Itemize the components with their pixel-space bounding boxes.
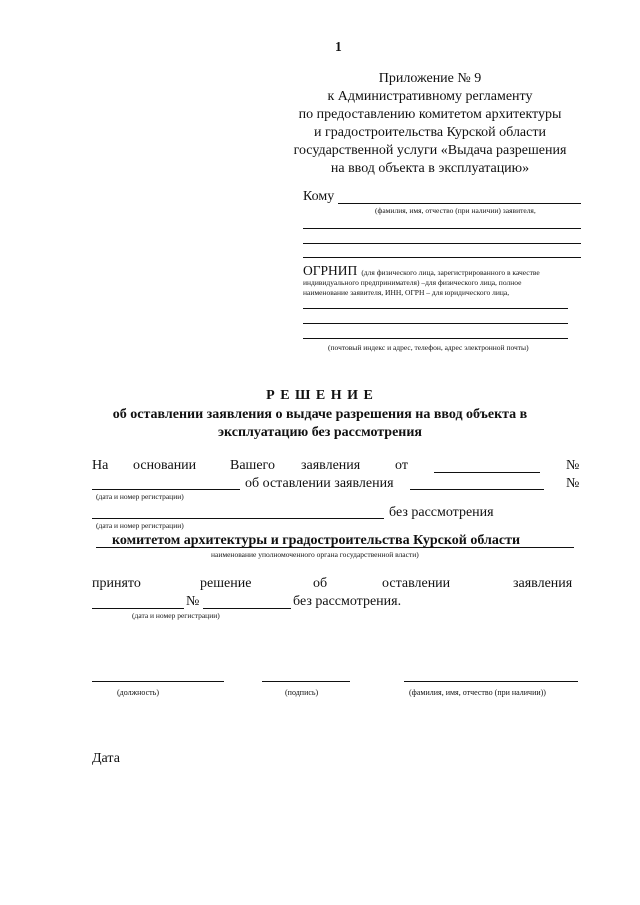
addressee-line xyxy=(303,257,581,258)
reg-blank-line xyxy=(410,489,544,490)
ogrnip-caption: индивидуального предпринимателя) –для физического лица, полное xyxy=(303,278,522,287)
decision-subtitle: об оставлении заявления о выдаче разрешения на ввод объекта в xyxy=(112,407,528,422)
reg-blank-line xyxy=(92,518,384,519)
decision-title: Р Е Ш Е Н И Е xyxy=(266,388,374,403)
signature-caption: (подпись) xyxy=(285,688,319,697)
body-word: от xyxy=(395,458,408,473)
authority-caption: наименование уполномоченного органа государственной власти) xyxy=(211,550,419,559)
reg-caption: (дата и номер регистрации) xyxy=(96,492,184,501)
appendix-line: Приложение № 9 xyxy=(378,71,482,86)
appendix-block xyxy=(262,70,598,178)
body-word: заявления xyxy=(513,576,573,591)
committee-name: комитетом архитектуры и градостроительства Курской области xyxy=(112,533,521,548)
number-sign: № xyxy=(566,458,580,473)
appendix-line: к Административному регламенту xyxy=(327,89,533,104)
body-word: принято xyxy=(92,576,141,591)
position-caption: (должность) xyxy=(117,688,159,697)
date-blank-line xyxy=(434,472,540,473)
without-review-text: без рассмотрения xyxy=(389,505,494,520)
body-word: основании xyxy=(133,458,197,473)
appendix-line: и градостроительства Курской области xyxy=(314,125,546,140)
fio-caption: (фамилия, имя, отчество (при наличии) заявителя, xyxy=(375,206,536,215)
signature-line xyxy=(262,681,350,682)
ogrnip-label: ОГРНИП xyxy=(303,263,358,278)
appendix-line: по предоставлению комитетом архитектуры xyxy=(298,107,562,122)
address-caption: (почтовый индекс и адрес, телефон, адрес электронной почты) xyxy=(328,343,529,352)
fio-line xyxy=(404,681,578,682)
body-word: об xyxy=(313,576,328,591)
reg-caption: (дата и номер регистрации) xyxy=(96,521,184,530)
address-line xyxy=(303,338,568,339)
ogrnip-caption: наименование заявителя, ИНН, ОГРН – для юридического лица, xyxy=(303,288,510,297)
body-word: оставлении xyxy=(382,576,451,591)
page-number: 1 xyxy=(335,39,342,54)
address-line xyxy=(303,323,568,324)
ogrnip-caption: (для физического лица, зарегистрированного в качестве xyxy=(361,268,540,277)
address-line xyxy=(303,308,568,309)
addressee-line xyxy=(303,228,581,229)
to-label: Кому xyxy=(303,189,335,204)
without-review-end: без рассмотрения. xyxy=(293,594,402,609)
decision-subtitle: эксплуатацию без рассмотрения xyxy=(217,425,423,440)
leaving-text: об оставлении заявления xyxy=(245,476,394,491)
appendix-line: государственной услуги «Выдача разрешения xyxy=(293,143,567,158)
number-sign: № xyxy=(186,594,200,609)
reg-caption: (дата и номер регистрации) xyxy=(132,611,220,620)
number-sign: № xyxy=(566,476,580,491)
body-word: На xyxy=(92,458,109,473)
number-blank-line xyxy=(92,489,240,490)
date-label: Дата xyxy=(92,751,120,766)
body-word: решение xyxy=(200,576,252,591)
body-word: заявления xyxy=(301,458,361,473)
fio-caption: (фамилия, имя, отчество (при наличии)) xyxy=(409,688,546,697)
to-line xyxy=(338,203,581,204)
number-blank-line xyxy=(203,608,291,609)
position-line xyxy=(92,681,224,682)
addressee-line xyxy=(303,243,581,244)
appendix-line: на ввод объекта в эксплуатацию» xyxy=(330,161,530,176)
body-word: Вашего xyxy=(230,458,275,473)
date-blank-line xyxy=(92,608,184,609)
